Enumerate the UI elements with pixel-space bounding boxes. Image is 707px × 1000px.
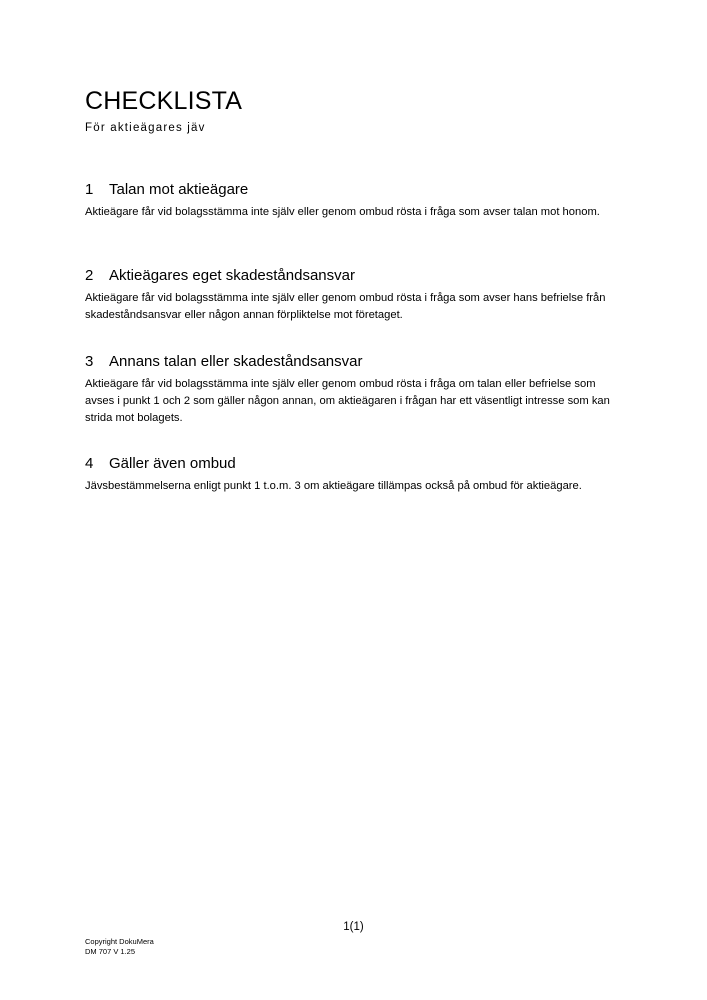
footer [85,937,154,957]
section-number: 3 [85,353,94,370]
section-body: Jävsbestämmelserna enligt punkt 1 t.o.m. 3 om aktieägare tillämpas också på ombud för aktieägare. [85,480,582,492]
section-heading [85,455,625,472]
page-number: 1(1) [343,921,364,933]
section-4 [85,455,625,495]
section-body: Aktieägare får vid bolagsstämma inte själv eller genom ombud rösta i fråga som avser hans befrielse från skadeståndsansvar eller någon annan förpliktelse mot företaget. [85,292,606,321]
section-title: Annans talan eller skadeståndsansvar [109,353,363,370]
copyright-text: Copyright DokuMera [85,937,154,946]
section-heading [85,181,625,198]
section-number: 1 [85,181,94,198]
section-heading [85,267,625,284]
section-3 [85,353,625,427]
section-body: Aktieägare får vid bolagsstämma inte själv eller genom ombud rösta i fråga om talan eller befrielse som avses i punkt 1 och 2 som gäller någon annan, om aktieägaren i frågan har ett väsentligt intresse som kan strida mot bolagets. [85,378,610,424]
section-title: Gäller även ombud [109,455,236,472]
section-number: 2 [85,267,94,284]
section-body: Aktieägare får vid bolagsstämma inte själv eller genom ombud rösta i fråga som avser talan mot honom. [85,206,600,218]
section-1 [85,181,625,221]
document-id: DM 707 V 1.25 [85,947,136,956]
section-heading [85,353,625,370]
section-title: Aktieägares eget skadeståndsansvar [109,267,355,284]
document-subtitle: För aktieägares jäv [85,122,206,134]
section-number: 4 [85,455,94,472]
section-title: Talan mot aktieägare [109,181,249,198]
section-2 [85,267,625,324]
document-title: CHECKLISTA [85,87,243,115]
